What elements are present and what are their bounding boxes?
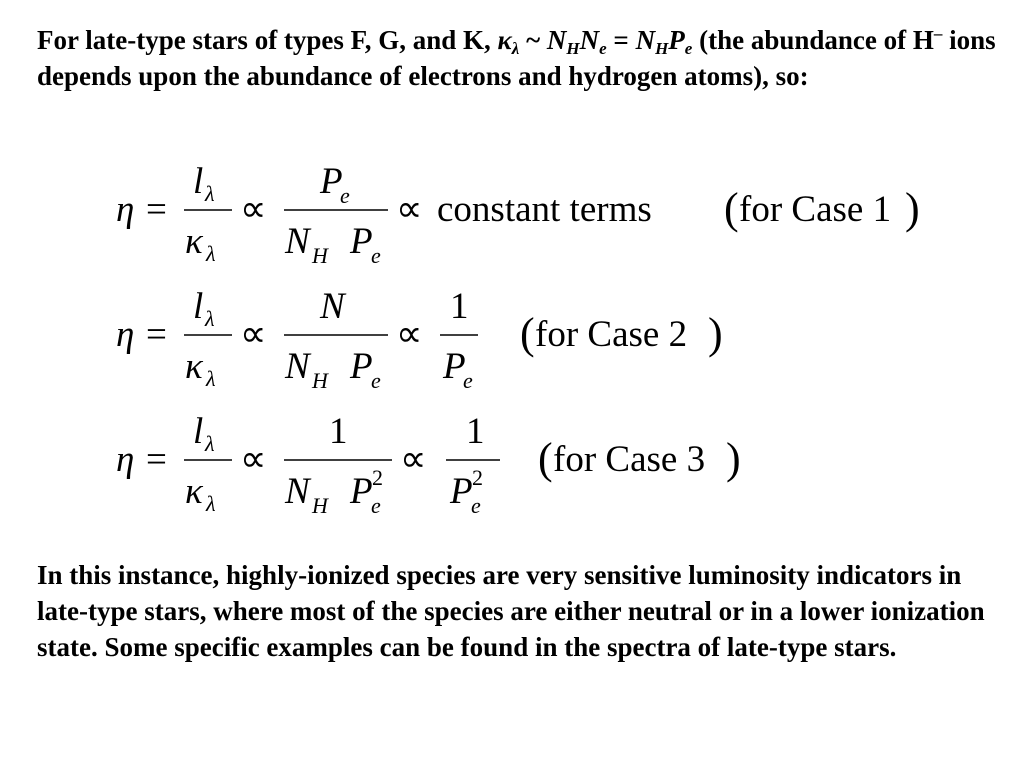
h-subscript: H xyxy=(312,493,328,518)
eta-symbol: η xyxy=(116,439,135,480)
squared-superscript: 2 xyxy=(472,465,483,490)
squared-superscript: 2 xyxy=(372,465,383,490)
lambda-subscript: λ xyxy=(206,366,216,391)
close-paren: ) xyxy=(708,309,723,358)
open-paren: ( xyxy=(724,184,739,233)
numerator-n-symbol: N xyxy=(320,286,345,327)
intro-text: For late-type stars of types F, G, and K, xyxy=(37,25,498,55)
intro-text: (the abundance of H xyxy=(692,25,934,55)
kappa-symbol: κ xyxy=(185,346,203,387)
kappa-symbol: κ xyxy=(497,25,512,55)
proportional-sign: ∝ xyxy=(240,439,267,480)
e-subscript: e xyxy=(463,368,473,393)
case-label: for Case 1 xyxy=(739,189,892,230)
l-symbol: l xyxy=(193,161,204,202)
equation-case-1 xyxy=(0,155,1024,275)
proportional-sign: ∝ xyxy=(240,189,267,230)
equation-case-1-svg xyxy=(0,155,1024,275)
numerator-p-symbol: P xyxy=(320,161,343,202)
e-subscript: e xyxy=(371,368,381,393)
equals-sign: = xyxy=(146,314,167,355)
constant-terms: constant terms xyxy=(437,189,652,230)
intro-text: ions depends upon the abundance of electrons and hydrogen atoms), so: xyxy=(37,25,996,91)
e-subscript: e xyxy=(599,39,607,58)
p-symbol: P xyxy=(443,346,466,387)
case-label: for Case 3 xyxy=(553,439,706,480)
equation-case-3 xyxy=(0,405,1024,525)
n-symbol: N xyxy=(285,221,310,262)
case-label: for Case 2 xyxy=(535,314,688,355)
e-subscript: e xyxy=(371,243,381,268)
l-symbol: l xyxy=(193,411,204,452)
lambda-subscript: λ xyxy=(205,306,215,331)
p-symbol: P xyxy=(450,471,473,512)
close-paren: ) xyxy=(905,184,920,233)
open-paren: ( xyxy=(538,434,553,483)
proportional-sign: ∝ xyxy=(400,439,427,480)
open-paren: ( xyxy=(520,309,535,358)
n-symbol: N xyxy=(546,25,567,55)
n-symbol: N xyxy=(579,25,600,55)
equation-case-3-svg xyxy=(0,405,1024,525)
h-subscript: H xyxy=(566,39,580,58)
numerator-one: 1 xyxy=(466,411,485,452)
lambda-subscript: λ xyxy=(206,241,216,266)
tilde-symbol: ~ xyxy=(519,25,547,55)
numerator-one: 1 xyxy=(450,286,469,327)
proportional-sign: ∝ xyxy=(240,314,267,355)
h-subscript: H xyxy=(312,243,328,268)
equals-symbol: = xyxy=(606,25,636,55)
eta-symbol: η xyxy=(116,314,135,355)
minus-superscript: – xyxy=(933,24,943,43)
e-subscript: e xyxy=(684,39,693,58)
p-symbol: P xyxy=(350,221,373,262)
lambda-subscript: λ xyxy=(206,491,216,516)
outro-paragraph: In this instance, highly-ionized species are very sensitive luminosity indicators in late-type stars, where most of the species are either neutral or in a lower ionization state. Some specific examples can be found in the spectra of late-type stars. xyxy=(37,560,985,662)
equation-case-2 xyxy=(0,280,1024,400)
n-symbol: N xyxy=(285,346,310,387)
proportional-sign: ∝ xyxy=(396,189,423,230)
kappa-symbol: κ xyxy=(185,221,203,262)
equals-sign: = xyxy=(146,189,167,230)
equals-sign: = xyxy=(146,439,167,480)
intro-paragraph xyxy=(37,22,997,94)
e-subscript: e xyxy=(340,183,350,208)
proportional-sign: ∝ xyxy=(396,314,423,355)
close-paren: ) xyxy=(726,434,741,483)
e-subscript: e xyxy=(371,493,381,518)
lambda-subscript: λ xyxy=(205,431,215,456)
h-subscript: H xyxy=(655,39,669,58)
p-symbol: P xyxy=(350,346,373,387)
e-subscript: e xyxy=(471,493,481,518)
kappa-symbol: κ xyxy=(185,471,203,512)
p-symbol: P xyxy=(350,471,373,512)
numerator-one: 1 xyxy=(329,411,348,452)
h-subscript: H xyxy=(312,368,328,393)
equation-case-2-svg xyxy=(0,280,1024,400)
lambda-subscript: λ xyxy=(511,39,520,58)
lambda-subscript: λ xyxy=(205,181,215,206)
p-symbol: P xyxy=(668,25,685,55)
l-symbol: l xyxy=(193,286,204,327)
n-symbol: N xyxy=(635,25,656,55)
eta-symbol: η xyxy=(116,189,135,230)
n-symbol: N xyxy=(285,471,310,512)
